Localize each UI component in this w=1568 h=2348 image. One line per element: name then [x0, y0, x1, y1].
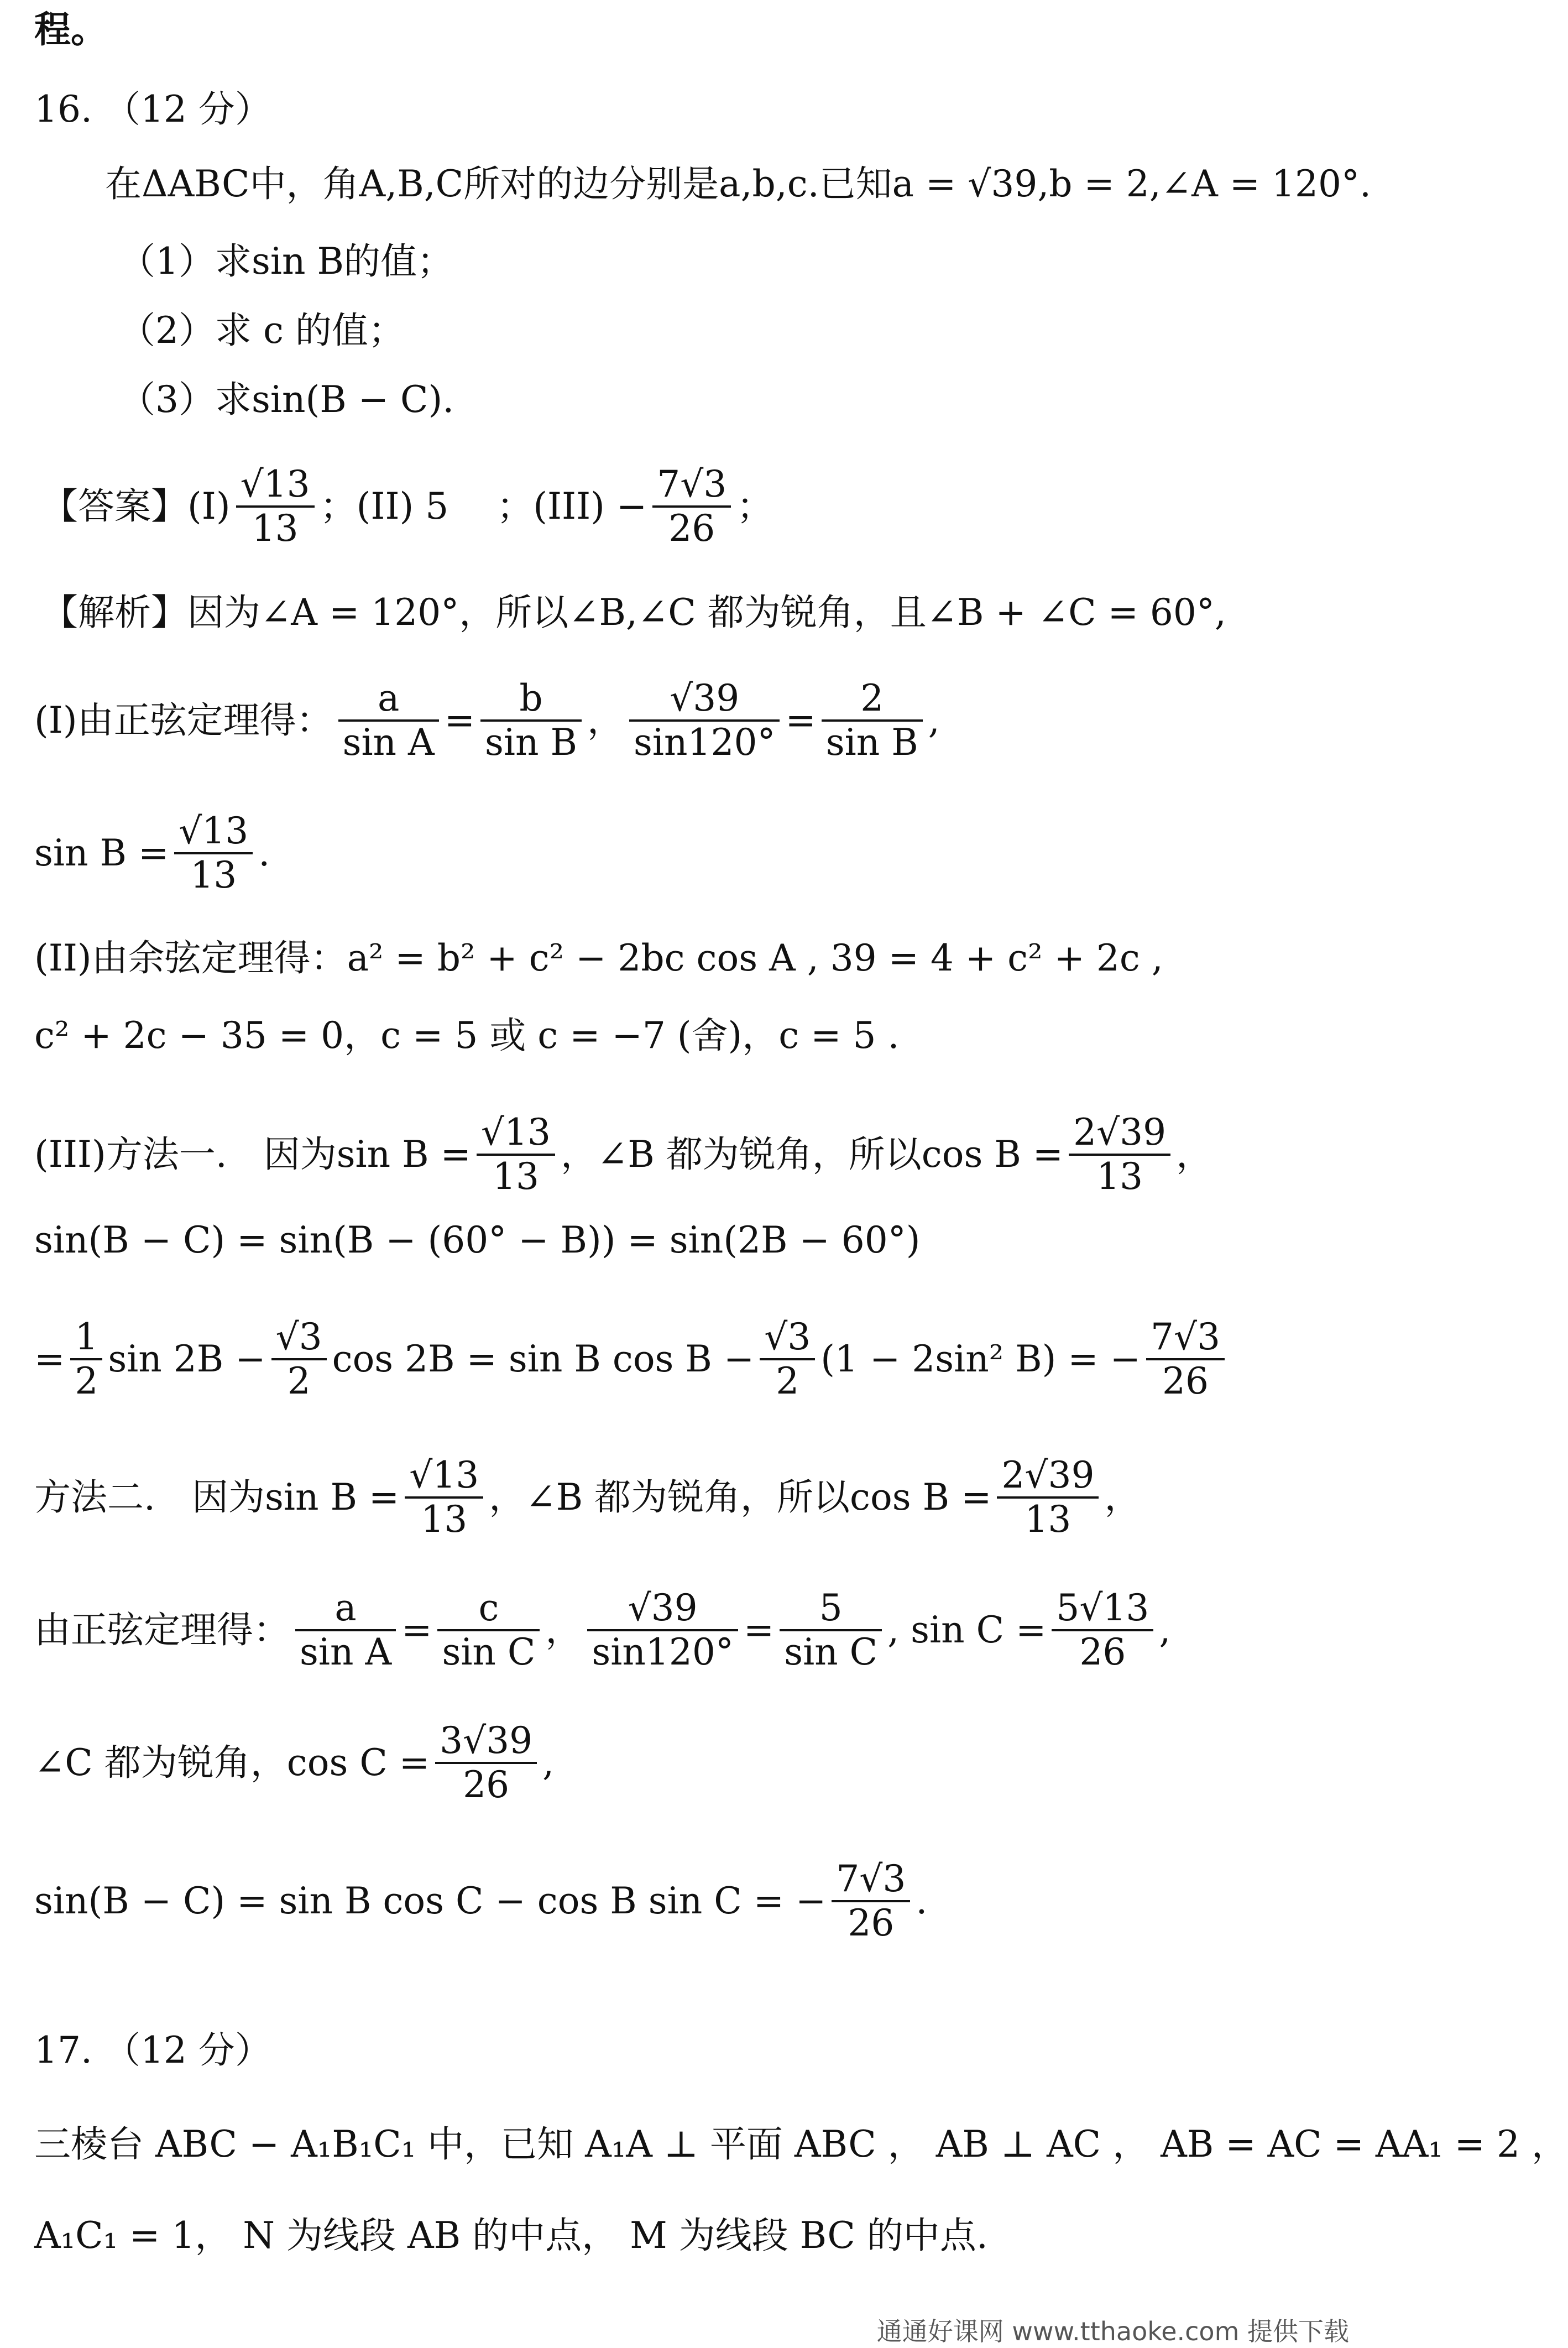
method-1-computation: [34, 1316, 1230, 1402]
fraction-a-over-sinA: $\frac{a}{\text{sin A}}$: [295, 1587, 396, 1673]
fraction-c-over-sinC: $\frac{c}{\text{sin C}}$: [437, 1587, 540, 1673]
q16-part-2: （2）求 c 的值；: [119, 309, 405, 352]
method-1-label: (III)方法一. 因为sin B =: [34, 1133, 471, 1176]
method-2-label: 方法二. 因为sin B =: [34, 1475, 400, 1519]
fraction-sinB-value: $\frac{√13}{13}$: [174, 810, 253, 896]
fraction-b-over-sinB: $\frac{b}{\text{sin B}}$: [480, 677, 582, 764]
footer-watermark: 通通好课网 www.tthaoke.com 提供下载: [876, 2316, 1349, 2346]
q17-header: 17. （12 分）: [34, 2029, 271, 2072]
q17-line-1: 三棱台 ABC − A₁B₁C₁ 中，已知 A₁A ⊥ 平面 ABC ， AB ⊥ AC ， AB = AC = AA₁ = 2 ，: [34, 2123, 1568, 2166]
fraction-cosB: $\frac{2√39}{13}$: [1069, 1112, 1170, 1198]
cosC-line: [34, 1720, 554, 1806]
part-1-label: (I)由正弦定理得：: [34, 698, 333, 742]
comma: ，: [545, 1608, 582, 1651]
method-2-sine-law: [34, 1587, 1170, 1673]
answer-prefix: 【答案】(I): [41, 484, 231, 528]
period: .: [258, 831, 270, 874]
method-1-middle: ，∠B 都为锐角，所以cos B =: [560, 1133, 1064, 1176]
analysis-part-3-method-2: [34, 1454, 1141, 1541]
equals-sign: =: [785, 698, 816, 742]
equals-sign: =: [34, 1337, 65, 1380]
equals-sign: =: [401, 1608, 432, 1651]
fraction-sinB: $\frac{√13}{13}$: [405, 1454, 483, 1541]
answer-end: ；: [736, 484, 773, 528]
q16-part-1: （1）求sin B的值；: [119, 240, 453, 283]
answer-line: [41, 463, 773, 550]
comma: ,: [1159, 1608, 1171, 1651]
continuation-text: 程。: [34, 8, 107, 51]
comma: ，: [1176, 1133, 1213, 1176]
fraction-2-over-sinB: $\frac{2}{\text{sin B}}$: [822, 677, 923, 764]
analysis-intro: 【解析】因为∠A = 120°，所以∠B,∠C 都为锐角，且∠B + ∠C = 60°,: [41, 591, 1226, 634]
period: .: [916, 1879, 928, 1922]
comma: ,: [928, 698, 940, 742]
answer-middle: ；(II) 5 ；(III) −: [320, 484, 647, 528]
fraction-result: $\frac{7√3}{26}$: [1146, 1316, 1225, 1402]
equals-sign: =: [743, 1608, 775, 1651]
sinB-lhs: sin B =: [34, 831, 169, 874]
fraction-sinC-value: $\frac{5√13}{26}$: [1052, 1587, 1153, 1673]
q16-part-3: （3）求sin(B − C).: [119, 378, 454, 421]
answer-fraction-2: $\frac{7√3}{26}$: [652, 463, 731, 550]
analysis-part-1: [34, 677, 940, 764]
fraction-root3-over-2: $\frac{√3}{2}$: [760, 1316, 815, 1402]
final-expression: sin(B − C) = sin B cos C − cos B sin C = −: [34, 1879, 827, 1922]
fraction-root39-over-sin120: $\frac{√39}{\sin 120^\circ}$: [629, 677, 780, 764]
fraction-final-value: $\frac{7√3}{26}$: [832, 1858, 910, 1944]
fraction-cosB: $\frac{2√39}{13}$: [997, 1454, 1099, 1541]
final-result-line: [34, 1858, 927, 1944]
analysis-part-2-line-2: c² + 2c − 35 = 0，c = 5 或 c = −7 (舍)，c = 5 .: [34, 1014, 900, 1057]
comma: ，: [587, 698, 624, 742]
term-sin-squared: (1 − 2sin² B) = −: [820, 1337, 1141, 1380]
fraction-cosC-value: $\frac{3√39}{26}$: [435, 1720, 537, 1806]
fraction-sinB: $\frac{√13}{13}$: [477, 1112, 555, 1198]
equals-sign: =: [444, 698, 475, 742]
fraction-one-half: $\frac{1}{2}$: [70, 1316, 102, 1402]
fraction-a-over-sinA: $\frac{a}{\text{sin A}}$: [338, 677, 439, 764]
comma: ，: [1104, 1475, 1141, 1519]
sinB-result: [34, 810, 270, 896]
fraction-root39-over-sin120: $\frac{√39}{\sin 120^\circ}$: [587, 1587, 738, 1673]
comma: ,: [542, 1741, 555, 1784]
term-sin2B: sin 2B −: [108, 1337, 266, 1380]
method-2-middle: ，∠B 都为锐角，所以cos B =: [489, 1475, 992, 1519]
analysis-part-2-line-1: (II)由余弦定理得：a² = b² + c² − 2bc cos A , 39 = 4 + c² + 2c ,: [34, 937, 1163, 979]
fraction-root3-over-2: $\frac{√3}{2}$: [271, 1316, 327, 1402]
cosC-lhs: ∠C 都为锐角，cos C =: [34, 1741, 430, 1784]
fraction-5-over-sinC: $\frac{5}{\text{sin C}}$: [780, 1587, 882, 1673]
sinC-lhs: , sin C =: [887, 1608, 1047, 1651]
method-1-expansion: sin(B − C) = sin(B − (60° − B)) = sin(2B − 60°): [34, 1219, 921, 1261]
q17-line-2: A₁C₁ = 1， N 为线段 AB 的中点， M 为线段 BC 的中点.: [34, 2214, 988, 2257]
term-cos2B: cos 2B = sin B cos B −: [332, 1337, 755, 1380]
sine-law-label: 由正弦定理得：: [34, 1608, 290, 1651]
q16-stem: 在ΔABC中，角A,B,C所对的边分别是a,b,c.已知a = √39,b = 2,∠A = 120°.: [105, 163, 1371, 205]
answer-fraction-1: $\frac{√13}{13}$: [236, 463, 315, 550]
q16-header: 16. （12 分）: [34, 88, 271, 131]
analysis-part-3-method-1: [34, 1112, 1212, 1198]
